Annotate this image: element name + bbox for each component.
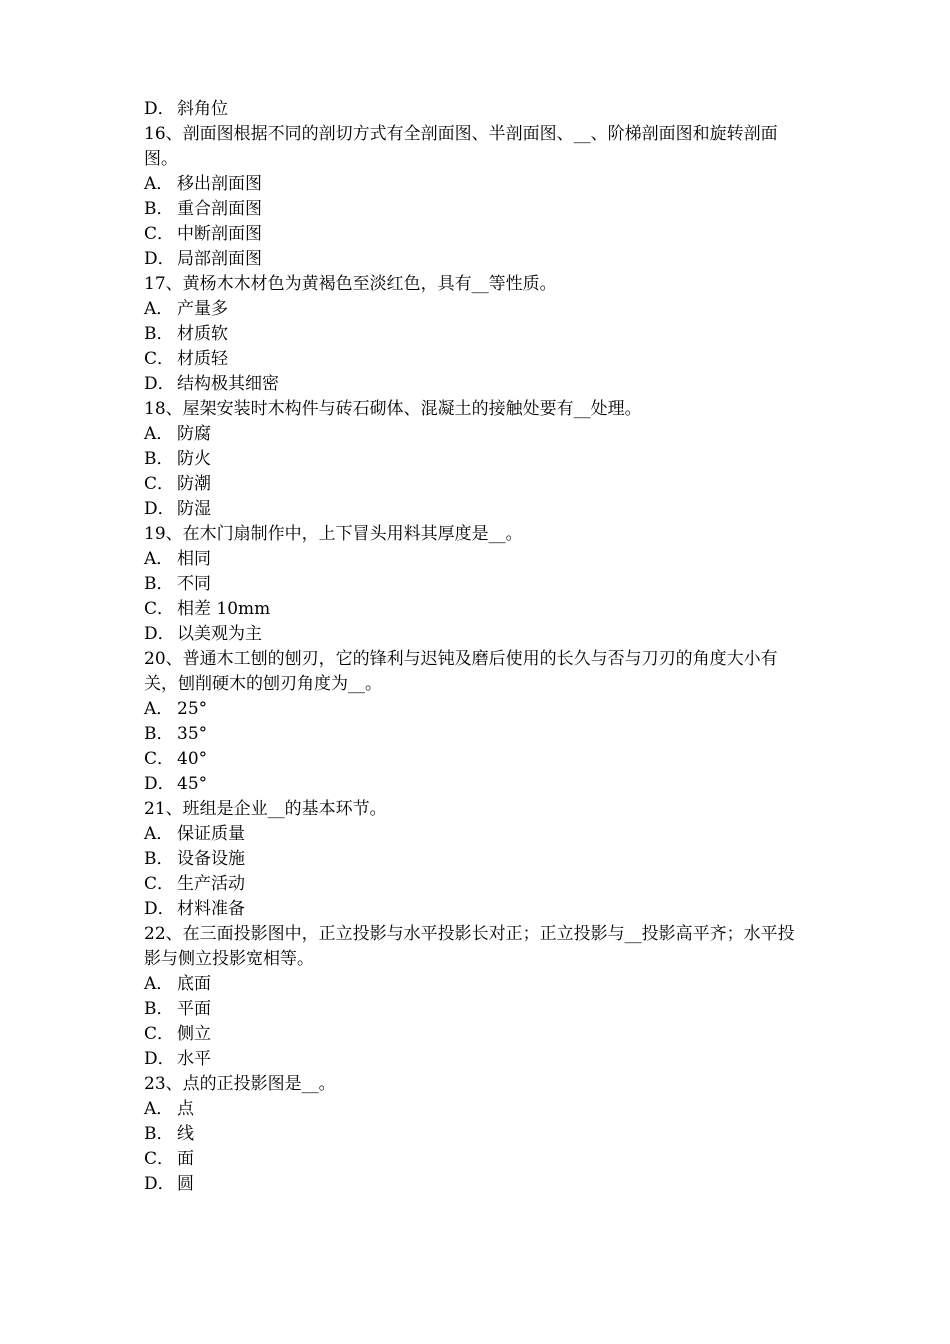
option-letter: A． xyxy=(144,699,174,719)
option-d xyxy=(144,372,810,397)
option-text: 生产活动 xyxy=(177,874,245,894)
option-text: 点 xyxy=(177,1099,194,1119)
option-text: 40° xyxy=(177,749,208,769)
option-c xyxy=(144,747,810,772)
option-d xyxy=(144,1172,810,1197)
option-text: 材质轻 xyxy=(177,349,228,369)
option-letter: A． xyxy=(144,549,174,569)
option-text: 水平 xyxy=(177,1049,211,1069)
option-text: 移出剖面图 xyxy=(177,174,262,194)
option-letter: A． xyxy=(144,824,174,844)
option-text: 防湿 xyxy=(177,499,211,519)
option-letter: C． xyxy=(144,749,175,769)
option-letter: D． xyxy=(144,624,175,644)
option-text: 设备设施 xyxy=(177,849,245,869)
option-d xyxy=(144,497,810,522)
question-18 xyxy=(144,397,810,522)
option-letter: B． xyxy=(144,324,174,344)
question-list xyxy=(144,97,810,1197)
option-c xyxy=(144,1147,810,1172)
option-text: 面 xyxy=(177,1149,194,1169)
option-letter: C． xyxy=(144,1149,175,1169)
option-a xyxy=(144,547,810,572)
option-letter: B． xyxy=(144,449,174,469)
option-text: 中断剖面图 xyxy=(177,224,262,244)
option-letter: B． xyxy=(144,724,174,744)
option-c xyxy=(144,472,810,497)
question-stem: 18、屋架安装时木构件与砖石砌体、混凝土的接触处要有__处理。 xyxy=(144,399,642,419)
question-stem: 21、班组是企业__的基本环节。 xyxy=(144,799,387,819)
option-text: 25° xyxy=(177,699,208,719)
option-text: 局部剖面图 xyxy=(177,249,262,269)
option-c xyxy=(144,1022,810,1047)
option-letter: B． xyxy=(144,849,174,869)
option-a xyxy=(144,822,810,847)
option-b xyxy=(144,722,810,747)
option-letter: D． xyxy=(144,774,175,794)
option-a xyxy=(144,697,810,722)
option-d xyxy=(144,772,810,797)
option-a xyxy=(144,972,810,997)
option-letter: B． xyxy=(144,1124,174,1144)
option-text: 不同 xyxy=(177,574,211,594)
option-letter: D． xyxy=(144,499,175,519)
lead-option xyxy=(144,97,810,122)
option-text: 侧立 xyxy=(177,1024,211,1044)
option-letter: A． xyxy=(144,299,174,319)
option-a xyxy=(144,297,810,322)
option-text: 圆 xyxy=(177,1174,194,1194)
option-b xyxy=(144,322,810,347)
option-text: 防潮 xyxy=(177,474,211,494)
option-letter: D． xyxy=(144,1174,175,1194)
option-letter: C． xyxy=(144,599,175,619)
question-stem: 16、剖面图根据不同的剖切方式有全剖面图、半剖面图、__、阶梯剖面图和旋转剖面图。 xyxy=(144,124,778,169)
option-letter: C． xyxy=(144,474,175,494)
question-23 xyxy=(144,1072,810,1197)
question-stem: 23、点的正投影图是__。 xyxy=(144,1074,336,1094)
question-21 xyxy=(144,797,810,922)
option-letter: D． xyxy=(144,249,175,269)
option-letter: D． xyxy=(144,899,175,919)
option-text: 保证质量 xyxy=(177,824,245,844)
option-letter: A． xyxy=(144,974,174,994)
option-text: 斜角位 xyxy=(177,99,228,119)
option-text: 防腐 xyxy=(177,424,211,444)
option-letter: D． xyxy=(144,99,175,119)
option-letter: D． xyxy=(144,374,175,394)
option-text: 以美观为主 xyxy=(177,624,262,644)
option-d xyxy=(144,247,810,272)
option-letter: A． xyxy=(144,424,174,444)
question-17 xyxy=(144,272,810,397)
option-text: 35° xyxy=(177,724,208,744)
option-letter: C． xyxy=(144,224,175,244)
question-stem: 19、在木门扇制作中，上下冒头用料其厚度是__。 xyxy=(144,524,523,544)
option-b xyxy=(144,197,810,222)
question-20 xyxy=(144,647,810,797)
option-text: 材质软 xyxy=(177,324,228,344)
option-c xyxy=(144,222,810,247)
question-16 xyxy=(144,122,810,272)
question-stem: 22、在三面投影图中，正立投影与水平投影长对正；正立投影与__投影高平齐；水平投影与侧立投影宽相等。 xyxy=(144,924,795,969)
option-letter: A． xyxy=(144,1099,174,1119)
option-letter: B． xyxy=(144,999,174,1019)
option-text: 45° xyxy=(177,774,208,794)
question-22 xyxy=(144,922,810,1072)
option-b xyxy=(144,997,810,1022)
option-letter: C． xyxy=(144,874,175,894)
option-d xyxy=(144,897,810,922)
option-text: 相差 10mm xyxy=(177,599,271,619)
option-text: 重合剖面图 xyxy=(177,199,262,219)
option-text: 底面 xyxy=(177,974,211,994)
option-letter: C． xyxy=(144,1024,175,1044)
option-a xyxy=(144,172,810,197)
option-text: 结构极其细密 xyxy=(177,374,279,394)
option-text: 材料准备 xyxy=(177,899,245,919)
option-b xyxy=(144,572,810,597)
option-letter: A． xyxy=(144,174,174,194)
option-d xyxy=(144,1047,810,1072)
option-text: 防火 xyxy=(177,449,211,469)
question-stem: 17、黄杨木木材色为黄褐色至淡红色，具有__等性质。 xyxy=(144,274,557,294)
option-c xyxy=(144,597,810,622)
option-letter: B． xyxy=(144,574,174,594)
option-letter: B． xyxy=(144,199,174,219)
option-c xyxy=(144,347,810,372)
question-19 xyxy=(144,522,810,647)
option-text: 产量多 xyxy=(177,299,228,319)
question-stem: 20、普通木工刨的刨刃，它的锋利与迟钝及磨后使用的长久与否与刀刃的角度大小有关，刨削硬木的刨刃角度为__。 xyxy=(144,649,778,694)
option-text: 相同 xyxy=(177,549,211,569)
option-text: 线 xyxy=(177,1124,194,1144)
option-a xyxy=(144,1097,810,1122)
option-b xyxy=(144,1122,810,1147)
option-letter: C． xyxy=(144,349,175,369)
option-c xyxy=(144,872,810,897)
option-b xyxy=(144,447,810,472)
option-b xyxy=(144,847,810,872)
option-letter: D． xyxy=(144,1049,175,1069)
option-d xyxy=(144,622,810,647)
option-a xyxy=(144,422,810,447)
option-text: 平面 xyxy=(177,999,211,1019)
